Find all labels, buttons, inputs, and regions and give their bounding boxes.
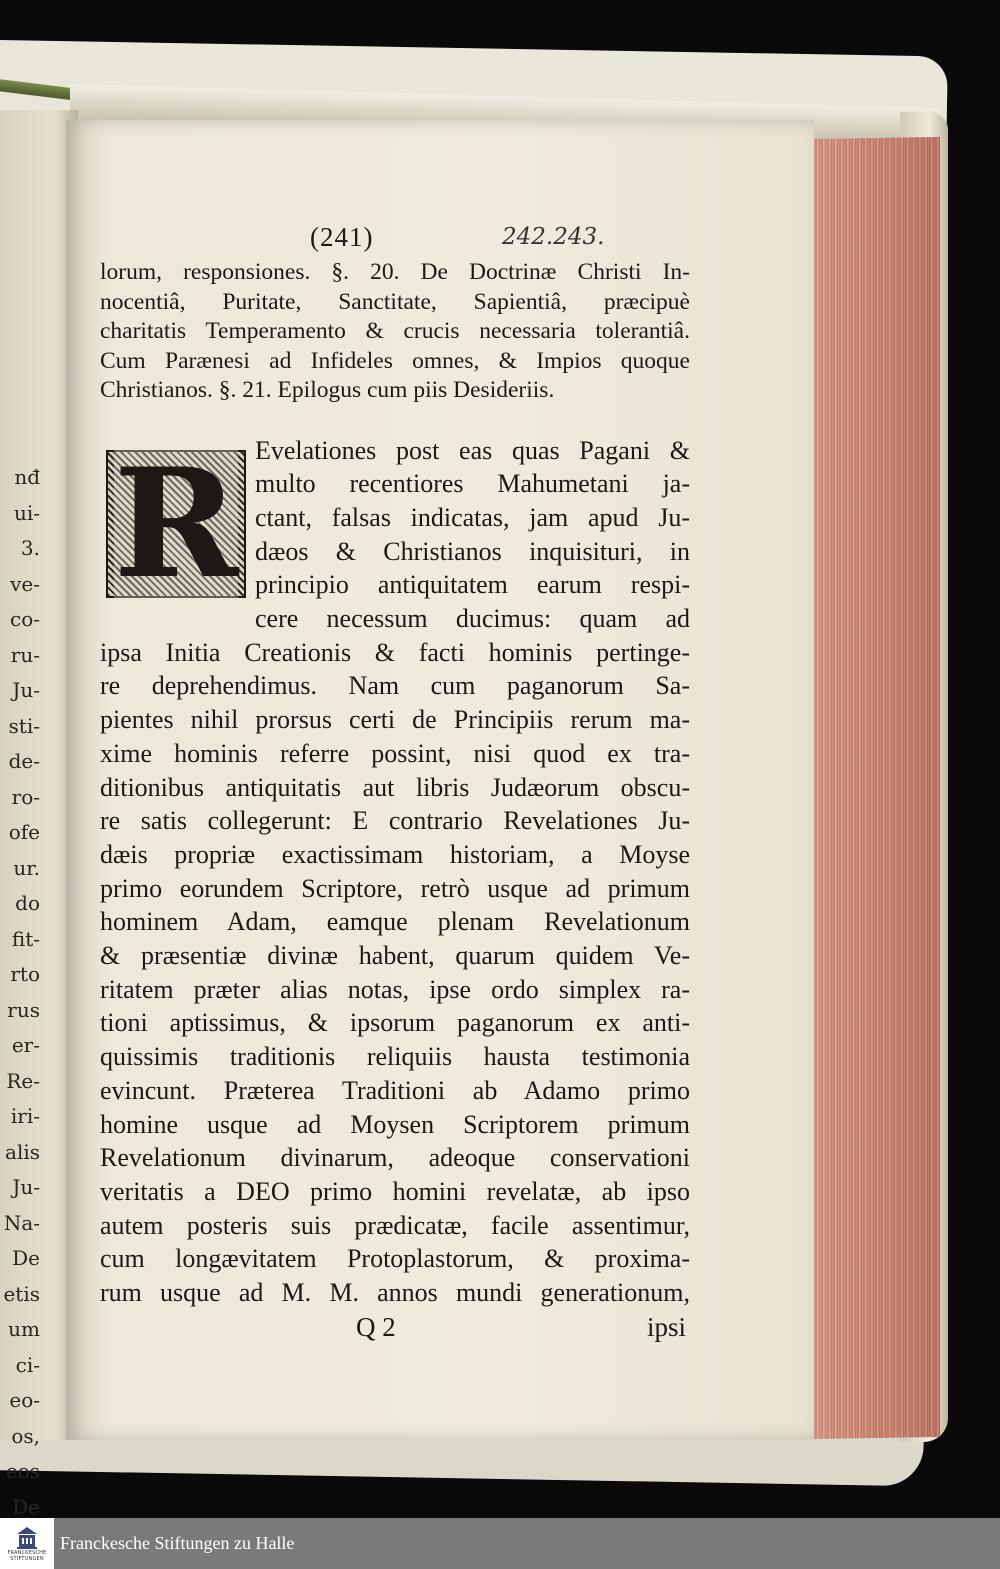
red-fore-edge	[808, 137, 940, 1439]
text-line: veritatis a DEO primo homini revelatæ, ab ipso	[100, 1176, 690, 1206]
text-line: cere necessum ducimus: quam ad	[255, 604, 690, 634]
page-number: (241)	[310, 222, 374, 252]
text-line: ipsa Initia Creationis & facti hominis pertinge-	[100, 637, 690, 667]
left-margin-fragment: do	[15, 891, 40, 915]
left-margin-fragment: Na-	[3, 1210, 40, 1235]
text-line: cum longævitatem Protoplastorum, & proxima-	[100, 1244, 690, 1274]
text-line: dæos & Christianos inquisituri, in	[255, 536, 690, 566]
text-line: evincunt. Præterea Traditioni ab Adamo primo	[100, 1075, 690, 1105]
left-margin-fragment: ci-	[15, 1352, 40, 1377]
left-margin-fragment: de-	[8, 749, 40, 773]
text-line: Cum Parænesi ad Infideles omnes, & Impios quoque	[100, 347, 690, 374]
left-margin-fragment: ve-	[10, 571, 40, 596]
left-margin-fragment: rus	[7, 997, 40, 1022]
left-margin-fragment: alis	[5, 1139, 40, 1164]
running-header	[100, 222, 690, 256]
left-margin-fragment: De	[12, 1494, 40, 1518]
left-margin-fragment: etis	[3, 1281, 40, 1306]
left-page-text	[0, 460, 40, 1518]
left-margin-fragment: ui-	[13, 500, 40, 525]
left-margin-fragment: ofe	[8, 820, 40, 844]
left-margin-fragment: um	[8, 1317, 40, 1341]
text-line: Revelationum divinarum, adeoque conservationi	[100, 1143, 690, 1173]
text-line: dæis propriæ exactissimam historiam, a Moyse	[100, 839, 690, 869]
institution-logo	[0, 1518, 54, 1569]
page-footer	[100, 1312, 690, 1352]
left-margin-fragment: Re-	[6, 1068, 40, 1093]
text-line: primo eorundem Scriptore, retrò usque ad primum	[100, 873, 690, 903]
text-line: ctant, falsas indicatas, jam apud Ju-	[255, 502, 690, 532]
left-margin-fragment: Ju-	[12, 1175, 40, 1199]
signature-mark: Q 2	[356, 1311, 396, 1342]
text-line: charitatis Temperamento & crucis necessaria tolerantiâ.	[100, 318, 690, 344]
left-margin-fragment: eos	[5, 1459, 40, 1483]
logo-caption: FRANCKESCHE STIFTUNGEN	[7, 1549, 47, 1562]
left-margin-fragment: os,	[11, 1423, 40, 1448]
left-margin-fragment: ur.	[13, 855, 40, 880]
text-line: tioni aptissimus, & ipsorum paganorum ex anti-	[100, 1008, 690, 1038]
chapter-summary	[100, 258, 690, 406]
left-margin-fragment: er-	[11, 1033, 40, 1057]
text-line: re deprehendimus. Nam cum paganorum Sa-	[100, 671, 690, 701]
left-margin-fragment: fit-	[11, 926, 40, 951]
left-margin-fragment: ru-	[10, 642, 40, 667]
text-line: Christianos. §. 21. Epilogus cum piis Desideriis.	[100, 377, 555, 403]
left-margin-fragment: iri-	[10, 1104, 40, 1128]
left-margin-fragment: Ju-	[12, 678, 40, 702]
text-line: principio antiquitatem earum respi-	[255, 570, 690, 600]
text-line: ditionibus antiquitatis aut libris Judæorum obscu-	[100, 772, 690, 802]
left-margin-fragment: co-	[10, 607, 40, 631]
text-line: hominem Adam, eamque plenam Revelationum	[100, 907, 690, 937]
left-margin-fragment: eo-	[9, 1388, 40, 1412]
text-line: autem posteris suis prædicatæ, facile assentimur,	[100, 1210, 690, 1240]
text-line: quissimis traditionis reliquiis hausta testimonia	[100, 1042, 690, 1072]
text-line: nocentiâ, Puritate, Sanctitate, Sapientiâ, præcipuè	[100, 288, 690, 315]
left-margin-fragment: rto	[10, 962, 40, 986]
text-line: ritatem præter alias notas, ipse ordo simplex ra-	[100, 974, 690, 1004]
text-line: pientes nihil prorsus certi de Principiis rerum ma-	[100, 705, 690, 735]
printed-text	[100, 222, 690, 1352]
text-line: rum usque ad M. M. annos mundi generationum,	[100, 1278, 690, 1308]
initial-letter: R	[113, 435, 239, 612]
left-margin-fragment: nđ	[14, 465, 40, 489]
text-line: Evelationes post eas quas Pagani &	[255, 435, 690, 465]
catchword: ipsi	[646, 1311, 686, 1342]
building-icon	[16, 1526, 38, 1550]
left-margin-fragment: De	[12, 1246, 40, 1270]
text-line: & præsentiæ divinæ habent, quarum quidem Ve-	[100, 941, 690, 971]
text-line: multo recentiores Mahumetani ja-	[255, 469, 690, 499]
text-line: lorum, responsiones. §. 20. De Doctrinæ Christi In-	[100, 259, 690, 285]
left-margin-fragment: ro-	[11, 784, 40, 809]
institution-name: Franckesche Stiftungen zu Halle	[60, 1533, 295, 1553]
handwritten-note: 242.243.	[502, 224, 605, 250]
text-line: homine usque ad Moysen Scriptorem primum	[100, 1109, 690, 1139]
decorated-initial	[106, 435, 246, 612]
text-line: re satis collegerunt: E contrario Revelationes Ju-	[100, 806, 690, 836]
attribution-bar	[0, 1518, 1000, 1569]
text-line: xime hominis referre possint, nisi quod ex tra-	[100, 738, 690, 768]
left-margin-fragment: 3.	[20, 536, 40, 560]
left-margin-fragment: sti-	[8, 713, 40, 738]
